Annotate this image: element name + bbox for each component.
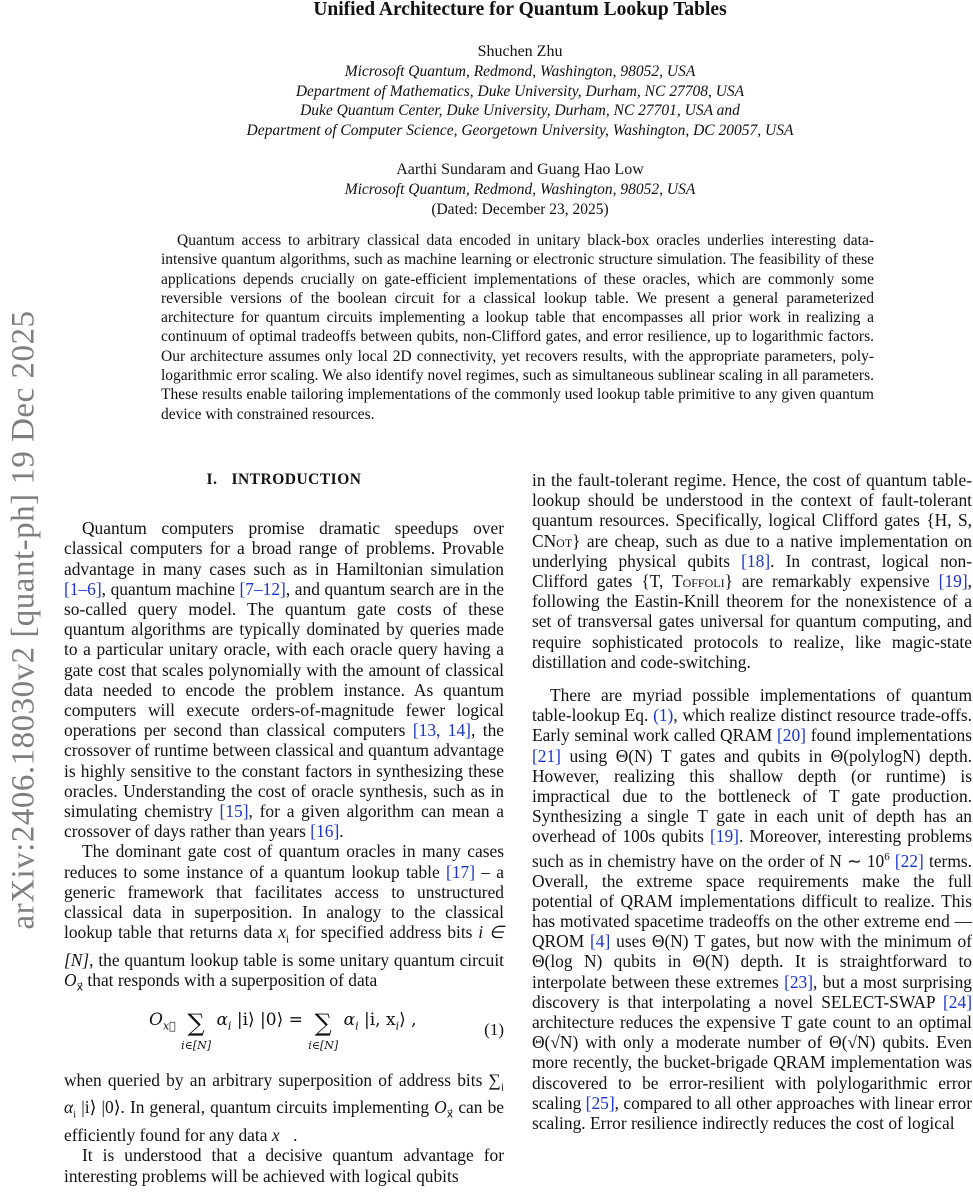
math-sub: i xyxy=(286,933,290,946)
section-heading xyxy=(64,470,504,490)
math-sub: x⃗ xyxy=(76,981,84,994)
text-run: . In contrast, logical non-Clifford gates {T, T xyxy=(532,550,972,592)
affiliation-1d: Department of Computer Science, Georgetown University, Washington, DC 20057, USA xyxy=(246,121,794,139)
equation-body xyxy=(149,1010,449,1056)
affiliation-2: Microsoft Quantum, Redmond, Washington, 98052, USA xyxy=(344,181,696,198)
text-run: , and quantum search are in the so-called query model. The quantum gate costs of these quantum algorithms are typically dominated by queries made to a particular unitary oracle, with each oracle query having a gate cost that scales polynomially with the amount of classical data needed to encode the problem instance. As quantum computers will execute orders-of-magnitude fewer logical operations per second than classical computers xyxy=(64,578,504,741)
citation-link[interactable]: [22] xyxy=(894,850,924,871)
intro-paragraph-4: It is understood that a decisive quantum advantage for interesting problems will be achieved with logical qubits xyxy=(64,1145,504,1186)
math-var: x xyxy=(278,922,286,943)
math-ket: |i⟩ |0⟩ xyxy=(76,1097,121,1118)
affiliation-1c: Duke Quantum Center, Duke University, Durham, NC 27701, USA and xyxy=(300,102,740,119)
citation-link[interactable]: [4] xyxy=(590,931,611,952)
math-sub: i xyxy=(73,1108,77,1121)
gate-name-cnot: Not xyxy=(543,530,573,551)
eq-term-sub: i xyxy=(227,1019,232,1033)
paper-title: Unified Architecture for Quantum Lookup Tables xyxy=(313,0,727,20)
math-var: O xyxy=(434,1097,447,1118)
math-expr: i ∈ [N] xyxy=(64,922,504,970)
math-sum: ∑ xyxy=(488,1069,501,1090)
text-run: that responds with a superposition of data xyxy=(83,970,378,991)
citation-link[interactable]: [1–6] xyxy=(64,578,102,599)
text-run: } are cheap, such as due to a native implementation on underlying physical qubits xyxy=(532,530,972,571)
equation-number: (1) xyxy=(484,1019,504,1039)
citation-link[interactable]: [25] xyxy=(585,1092,615,1113)
intro-paragraph-3 xyxy=(64,1070,504,1146)
text-run: . Moreover, interesting problems such as in chemistry have on the order of N ∼ 10 xyxy=(532,826,972,871)
math-sub: x⃗ xyxy=(446,1108,454,1121)
intro-paragraph-6 xyxy=(532,685,972,1133)
text-run: for specified address bits xyxy=(289,922,479,943)
text-run: } are remarkably expensive xyxy=(724,571,939,592)
arxiv-sidebar-stamp xyxy=(2,290,46,950)
text-run: Quantum computers promise dramatic speedups over classical computers for a broad range of problems. Provable advantage in many cases such as in Hamiltonian simulation xyxy=(64,518,504,579)
eq-ket-sub: i xyxy=(395,1019,400,1033)
text-run: . xyxy=(293,1125,298,1146)
date-line: (Dated: December 23, 2025) xyxy=(431,200,609,218)
text-run: can be efficiently found for any data xyxy=(64,1097,504,1146)
affiliation-1b: Department of Mathematics, Duke University, Durham, NC 27708, USA xyxy=(295,82,745,100)
text-run: , for a given algorithm can mean a crossover of days rather than years xyxy=(64,801,505,842)
eq-ket-end: ⟩ , xyxy=(399,1009,417,1030)
citation-link[interactable]: [17] xyxy=(446,861,476,882)
citation-link[interactable]: [15] xyxy=(219,801,249,822)
text-run: , compared to all other approaches with linear error scaling. Error resilience indirectly reduces the cost of logical xyxy=(532,1092,972,1134)
math-sup: 6 xyxy=(884,850,890,863)
math-var: α xyxy=(64,1097,74,1118)
text-run: , which realize distinct resource trade-offs. Early seminal work called QRAM xyxy=(532,705,972,746)
citation-link[interactable]: [23] xyxy=(784,971,814,992)
eq-ket: |i⟩ |0⟩ = xyxy=(231,1009,309,1030)
arxiv-identifier: arXiv:2406.18030v2 [quant-ph] 19 Dec 2025 xyxy=(5,310,42,930)
text-run: – a generic framework that facilitates access to unstructured classical data in superposition. In analogy to the classical lookup table that returns data xyxy=(64,861,504,943)
citation-link[interactable]: [18] xyxy=(741,550,771,571)
text-run: There are myriad possible implementations of quantum table-lookup Eq. xyxy=(532,685,972,726)
paper-header xyxy=(150,0,890,219)
affiliation-1a: Microsoft Quantum, Redmond, Washington, 98052, USA xyxy=(344,63,696,80)
author-1: Shuchen Zhu xyxy=(477,43,563,60)
eq-term-sub: i xyxy=(355,1019,359,1033)
author-2: Aarthi Sundaram and Guang Hao Low xyxy=(396,161,644,178)
citation-link[interactable]: [20] xyxy=(777,725,806,746)
text-run: , following the Eastin-Knill theorem for the nonexistence of a set of transversal gates universal for quantum computing, and require sophisticated protocols to realize, like magic-state distillation and code-switching. xyxy=(532,571,972,672)
text-run: found implementations xyxy=(805,725,972,746)
section-title: INTRODUCTION xyxy=(231,471,362,488)
text-run: . In general, quantum circuits implementing xyxy=(120,1097,435,1118)
sum-symbol: ∑ xyxy=(187,1008,205,1037)
sum-symbol: ∑ xyxy=(314,1008,332,1037)
intro-paragraph-2 xyxy=(64,841,504,997)
eq-op: O xyxy=(149,1009,163,1030)
section-number: I. xyxy=(206,471,218,488)
text-run: architecture reduces the expensive T gate count to an optimal Θ(√N) with only a moderate number of Θ(√N) qubits. Even more recently, the bucket-brigade QRAM implementation was discovered to be error-resilient with polylogarithmic error scaling xyxy=(532,1012,972,1113)
left-column xyxy=(64,468,504,1186)
citation-link[interactable]: [24] xyxy=(943,991,972,1012)
text-run: The dominant gate cost of quantum oracles in many cases reduces to some instance of a quantum lookup table xyxy=(64,841,504,882)
sum-range: i∈[N] xyxy=(181,1038,212,1052)
text-run: using Θ(N) T gates and qubits in Θ(polylogN) depth. However, realizing this shallow depth (or runtime) is impractical due to the bottleneck of T gate production. Synthesizing a single T gate in each unit of depth has an overhead of 100s qubits xyxy=(532,745,972,847)
abstract: Quantum access to arbitrary classical data encoded in unitary black-box oracles underlies interesting data-intensive quantum algorithms, such as machine learning or electronic structure simulation. The feasibility of these applications depends crucially on gate-efficient implementations of these oracles, which are commonly some reversible versions of the boolean circuit for a classical lookup table. We present a general parameterized architecture for quantum circuits implementing a lookup table that encompasses all prior work in realizing a continuum of optimal tradeoffs between qubits, non-Clifford gates, and error resilience, up to logarithmic factors. Our architecture assumes only local 2D connectivity, yet recovers results, with the appropriate parameters, poly-logarithmic error scaling. We also identify novel regimes, such as simultaneous sublinear scaling in all parameters. These results enable tailoring implementations of the commonly used lookup table primitive to any given quantum device with constrained resources. xyxy=(161,232,874,423)
text-run: , the quantum lookup table is some unitary quantum circuit xyxy=(89,949,504,970)
text-run: . xyxy=(339,821,344,842)
equation-1 xyxy=(64,1010,504,1060)
text-run: uses Θ(N) T gates, but now with the minimum of Θ(log N) qubits in Θ(N) depth. It is straightforward to interpolate between these extremes xyxy=(532,931,972,992)
text-run: , but a most surprising discovery is that interpolating a novel SELECT-SWAP xyxy=(532,971,972,1012)
math-var: x⃗ xyxy=(271,1125,294,1146)
eq-op-sub: x⃗ xyxy=(162,1019,176,1033)
text-run: , quantum machine xyxy=(101,578,240,599)
sum-range: i∈[N] xyxy=(308,1038,339,1052)
citation-link[interactable]: [13, 14] xyxy=(412,720,471,741)
equation-ref-link[interactable]: (1) xyxy=(653,705,674,726)
text-run: in the fault-tolerant regime. Hence, the cost of quantum table-lookup should be understood in the context of fault-tolerant quantum resources. Specifically, logical Clifford gates {H, S, C xyxy=(532,470,972,551)
intro-paragraph-5 xyxy=(532,470,972,672)
gate-name-toffoli: offoli xyxy=(682,571,725,592)
citation-link[interactable]: [19] xyxy=(938,571,968,592)
eq-term: α xyxy=(343,1009,356,1030)
text-run: terms. Overall, the extreme space requirements make the full potential of QRAM implementations difficult to realize. This has motivated spacetime tradeoffs on the other extreme end — QROM xyxy=(532,850,972,952)
citation-link[interactable]: [7–12] xyxy=(239,578,286,599)
right-column xyxy=(532,470,972,1133)
math-sub: i xyxy=(500,1081,504,1094)
citation-link[interactable]: [16] xyxy=(310,821,340,842)
eq-sum-1 xyxy=(181,1010,211,1056)
eq-term: α xyxy=(216,1009,228,1030)
eq-sum-2 xyxy=(308,1010,338,1056)
text-run: , the crossover of runtime between classical and quantum advantage is highly sensitive to the constant factors in synthesizing these oracles. Understanding the cost of oracle synthesis, such as in simulating chemistry xyxy=(64,720,505,822)
text-run: when queried by an arbitrary superposition of address bits xyxy=(64,1069,489,1090)
citation-link[interactable]: [21] xyxy=(532,745,561,766)
math-var: O xyxy=(64,970,77,991)
eq-ket: |i, x xyxy=(358,1009,396,1030)
intro-paragraph-1 xyxy=(64,518,504,841)
citation-link[interactable]: [19] xyxy=(710,826,739,847)
